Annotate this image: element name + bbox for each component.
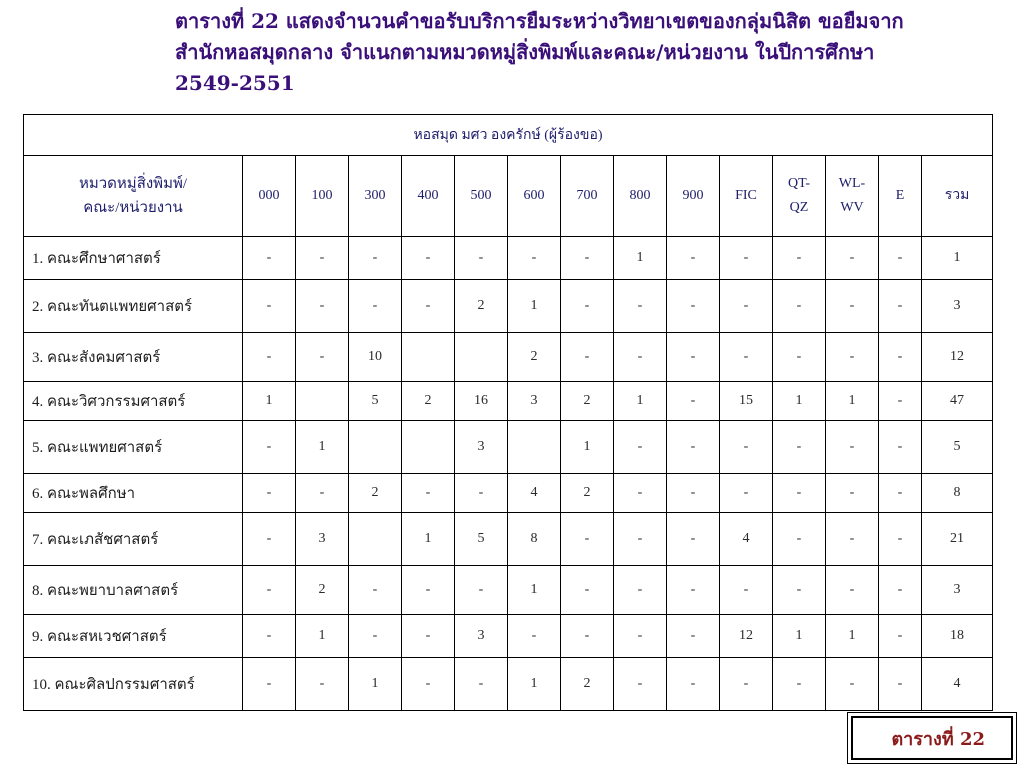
count-cell: 12 <box>720 615 773 658</box>
count-cell: - <box>296 237 349 280</box>
table-row <box>24 280 993 333</box>
count-cell: - <box>826 237 879 280</box>
count-cell: 1 <box>296 615 349 658</box>
column-header-10 <box>720 156 773 237</box>
count-cell: - <box>455 237 508 280</box>
count-cell: - <box>667 237 720 280</box>
count-cell: - <box>614 615 667 658</box>
faculty-name-cell: 7. คณะเภสัชศาสตร์ <box>24 513 243 566</box>
count-cell: - <box>667 382 720 421</box>
count-cell: - <box>773 333 826 382</box>
count-cell <box>455 333 508 382</box>
count-cell: - <box>561 237 614 280</box>
count-cell: - <box>879 237 922 280</box>
table-row <box>24 333 993 382</box>
count-cell: - <box>561 280 614 333</box>
library-header: หอสมุด มศว องครักษ์ (ผู้ร้องขอ) <box>24 115 993 156</box>
count-cell: - <box>508 237 561 280</box>
count-cell: - <box>879 421 922 474</box>
row-header-line-1: หมวดหมู่สิ่งพิมพ์/ <box>78 176 188 192</box>
count-cell: - <box>296 474 349 513</box>
count-cell: - <box>402 566 455 615</box>
count-cell: - <box>296 658 349 711</box>
count-cell: 1 <box>508 280 561 333</box>
count-cell: - <box>826 280 879 333</box>
table-row <box>24 513 993 566</box>
count-cell: 1 <box>614 237 667 280</box>
column-header-7 <box>561 156 614 237</box>
column-header-9 <box>667 156 720 237</box>
count-cell: - <box>720 280 773 333</box>
table-row <box>24 566 993 615</box>
count-cell: - <box>879 382 922 421</box>
column-header-line-1: 100 <box>311 188 333 203</box>
count-cell: - <box>561 333 614 382</box>
count-cell: 2 <box>296 566 349 615</box>
count-cell: - <box>667 421 720 474</box>
count-cell: - <box>667 280 720 333</box>
count-cell: - <box>402 474 455 513</box>
count-cell: - <box>879 658 922 711</box>
column-header-1 <box>243 156 296 237</box>
column-header-line-1: 000 <box>258 188 280 203</box>
count-cell: - <box>667 513 720 566</box>
count-cell: 1 <box>614 382 667 421</box>
count-cell: - <box>561 513 614 566</box>
count-cell: - <box>773 421 826 474</box>
count-cell: - <box>614 658 667 711</box>
count-cell: - <box>402 615 455 658</box>
count-cell: - <box>455 474 508 513</box>
count-cell: - <box>773 474 826 513</box>
column-header-line-1: 700 <box>576 188 598 203</box>
count-cell: 1 <box>773 615 826 658</box>
row-header-line-2: คณะ/หน่วยงาน <box>83 200 183 216</box>
count-cell: - <box>773 513 826 566</box>
count-cell: - <box>720 333 773 382</box>
table-number-badge-frame <box>851 716 1013 760</box>
count-cell: 2 <box>508 333 561 382</box>
count-cell: - <box>402 237 455 280</box>
column-header-4 <box>402 156 455 237</box>
count-cell: 5 <box>922 421 993 474</box>
count-cell: 2 <box>561 382 614 421</box>
count-cell: 47 <box>922 382 993 421</box>
count-cell: - <box>826 333 879 382</box>
count-cell: - <box>402 280 455 333</box>
count-cell: - <box>614 280 667 333</box>
count-cell: - <box>614 333 667 382</box>
column-header-line-1: รวม <box>944 188 970 203</box>
column-header-line-1: 900 <box>682 188 704 203</box>
faculty-name-cell: 6. คณะพลศึกษา <box>24 474 243 513</box>
count-cell: 3 <box>296 513 349 566</box>
faculty-name-cell: 3. คณะสังคมศาสตร์ <box>24 333 243 382</box>
count-cell: - <box>561 615 614 658</box>
column-header-11 <box>773 156 826 237</box>
count-cell <box>349 421 402 474</box>
count-cell: - <box>826 566 879 615</box>
count-cell: 1 <box>508 566 561 615</box>
title-line-1: ตารางที่ 22 แสดงจำนวนคำขอรับบริการยืมระหว่างวิทยาเขตของกลุ่มนิสิต ขอยืมจาก <box>175 9 904 33</box>
faculty-name-cell: 4. คณะวิศวกรรมศาสตร์ <box>24 382 243 421</box>
count-cell <box>349 513 402 566</box>
count-cell: - <box>773 280 826 333</box>
count-cell: - <box>667 658 720 711</box>
count-cell: - <box>667 474 720 513</box>
column-header-line-1: QT- <box>787 176 811 191</box>
count-cell: 3 <box>922 566 993 615</box>
column-header-line-1: WL- <box>838 176 866 191</box>
count-cell: - <box>879 474 922 513</box>
count-cell: - <box>243 237 296 280</box>
count-cell: 2 <box>455 280 508 333</box>
table-row <box>24 237 993 280</box>
table-number-badge <box>847 712 1017 764</box>
count-cell: 18 <box>922 615 993 658</box>
faculty-name-cell: 2. คณะทันตแพทยศาสตร์ <box>24 280 243 333</box>
count-cell: 5 <box>455 513 508 566</box>
count-cell: - <box>773 658 826 711</box>
column-header-8 <box>614 156 667 237</box>
count-cell: - <box>879 513 922 566</box>
library-header-row <box>24 115 993 156</box>
column-header-2 <box>296 156 349 237</box>
count-cell: 8 <box>922 474 993 513</box>
count-cell: 3 <box>508 382 561 421</box>
column-header-line-1: E <box>895 188 905 203</box>
column-header-row <box>24 156 993 237</box>
count-cell: - <box>720 474 773 513</box>
table-row <box>24 382 993 421</box>
column-header-12 <box>826 156 879 237</box>
column-header-6 <box>508 156 561 237</box>
table-body <box>24 115 993 711</box>
column-header-line-1: 400 <box>417 188 439 203</box>
count-cell: 2 <box>561 658 614 711</box>
count-cell: - <box>402 658 455 711</box>
count-cell: - <box>773 237 826 280</box>
count-cell: 1 <box>922 237 993 280</box>
count-cell <box>296 382 349 421</box>
count-cell: 3 <box>455 421 508 474</box>
count-cell: - <box>826 658 879 711</box>
count-cell: 2 <box>561 474 614 513</box>
count-cell: - <box>296 280 349 333</box>
count-cell: - <box>720 237 773 280</box>
column-header-line-1: 600 <box>523 188 545 203</box>
count-cell: - <box>826 474 879 513</box>
table-row <box>24 615 993 658</box>
count-cell: - <box>349 237 402 280</box>
count-cell: - <box>614 474 667 513</box>
column-header-line-2: WV <box>840 200 864 215</box>
column-header-line-1: 800 <box>629 188 651 203</box>
count-cell: 10 <box>349 333 402 382</box>
table-number-label: ตารางที่ 22 <box>891 728 985 750</box>
count-cell: - <box>243 333 296 382</box>
column-header-line-1: FIC <box>735 188 757 203</box>
count-cell: - <box>349 615 402 658</box>
count-cell: - <box>455 658 508 711</box>
count-cell: 1 <box>826 382 879 421</box>
count-cell: - <box>826 421 879 474</box>
count-cell: 21 <box>922 513 993 566</box>
count-cell <box>508 421 561 474</box>
count-cell: 1 <box>402 513 455 566</box>
count-cell: 2 <box>349 474 402 513</box>
count-cell: - <box>243 280 296 333</box>
count-cell: - <box>667 566 720 615</box>
count-cell: - <box>243 513 296 566</box>
title-line-2: สำนักหอสมุดกลาง จำแนกตามหมวดหมู่สิ่งพิมพ์และคณะ/หน่วยงาน ในปีการศึกษา <box>175 40 875 64</box>
count-cell: 3 <box>455 615 508 658</box>
count-cell: 4 <box>720 513 773 566</box>
count-cell: 2 <box>402 382 455 421</box>
title-line-3: 2549-2551 <box>175 71 295 95</box>
count-cell: - <box>720 421 773 474</box>
count-cell: 8 <box>508 513 561 566</box>
count-cell: - <box>243 421 296 474</box>
count-cell: - <box>879 280 922 333</box>
table-row <box>24 474 993 513</box>
column-header-13 <box>879 156 922 237</box>
count-cell: 12 <box>922 333 993 382</box>
count-cell: - <box>455 566 508 615</box>
count-cell: - <box>667 333 720 382</box>
count-cell: 1 <box>243 382 296 421</box>
count-cell: - <box>614 513 667 566</box>
count-cell: - <box>508 615 561 658</box>
count-cell: 1 <box>296 421 349 474</box>
column-header-3 <box>349 156 402 237</box>
table-row <box>24 658 993 711</box>
faculty-name-cell: 9. คณะสหเวชศาสตร์ <box>24 615 243 658</box>
page-title <box>175 6 975 99</box>
column-header-5 <box>455 156 508 237</box>
count-cell: 4 <box>508 474 561 513</box>
column-header-14 <box>922 156 993 237</box>
count-cell: 1 <box>773 382 826 421</box>
table-row <box>24 421 993 474</box>
count-cell: - <box>720 658 773 711</box>
column-header-line-1: 300 <box>364 188 386 203</box>
count-cell: - <box>667 615 720 658</box>
faculty-name-cell: 10. คณะศิลปกรรมศาสตร์ <box>24 658 243 711</box>
count-cell: - <box>296 333 349 382</box>
count-cell: - <box>879 566 922 615</box>
faculty-name-cell: 1. คณะศึกษาศาสตร์ <box>24 237 243 280</box>
count-cell: - <box>614 421 667 474</box>
count-cell: - <box>243 615 296 658</box>
column-header-line-2: QZ <box>789 200 809 215</box>
count-cell: - <box>243 474 296 513</box>
count-cell: - <box>614 566 667 615</box>
row-header-cell <box>24 156 243 237</box>
count-cell: - <box>720 566 773 615</box>
count-cell: - <box>349 280 402 333</box>
count-cell: - <box>349 566 402 615</box>
count-cell: - <box>826 513 879 566</box>
count-cell: 1 <box>349 658 402 711</box>
count-cell <box>402 421 455 474</box>
faculty-name-cell: 5. คณะแพทยศาสตร์ <box>24 421 243 474</box>
count-cell: 1 <box>561 421 614 474</box>
count-cell: 16 <box>455 382 508 421</box>
faculty-name-cell: 8. คณะพยาบาลศาสตร์ <box>24 566 243 615</box>
count-cell: - <box>879 615 922 658</box>
count-cell: 1 <box>508 658 561 711</box>
count-cell: - <box>773 566 826 615</box>
column-header-line-1: 500 <box>470 188 492 203</box>
count-cell: 4 <box>922 658 993 711</box>
count-cell: 5 <box>349 382 402 421</box>
count-cell: 3 <box>922 280 993 333</box>
count-cell <box>402 333 455 382</box>
count-cell: - <box>243 566 296 615</box>
count-cell: - <box>879 333 922 382</box>
count-cell: 1 <box>826 615 879 658</box>
count-cell: - <box>243 658 296 711</box>
count-cell: - <box>561 566 614 615</box>
count-cell: 15 <box>720 382 773 421</box>
statistics-table <box>23 114 993 711</box>
